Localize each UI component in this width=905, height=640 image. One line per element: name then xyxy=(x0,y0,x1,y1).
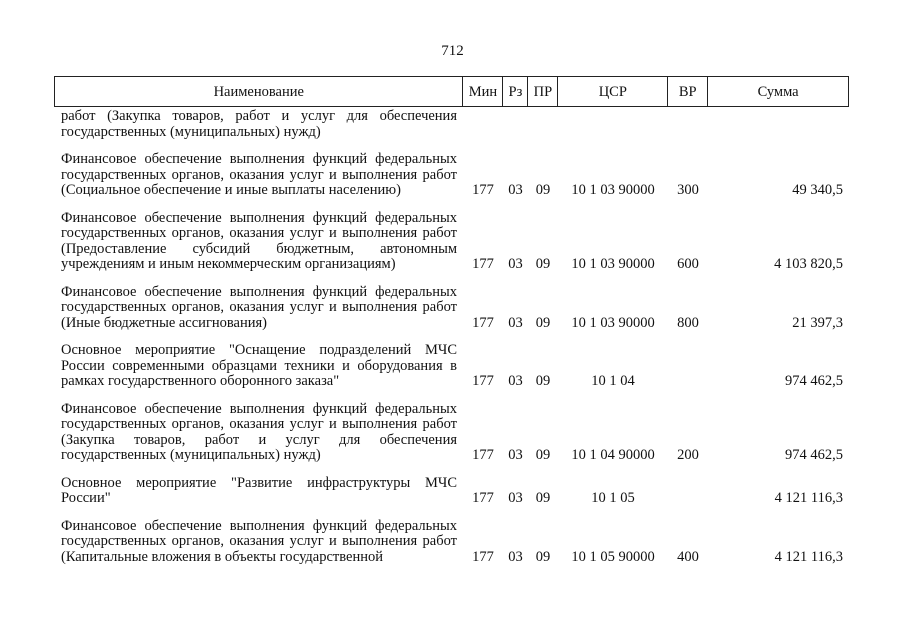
table-row xyxy=(54,109,849,140)
row-csr: 10 1 03 90000 xyxy=(571,256,655,272)
row-csr: 10 1 04 xyxy=(591,373,635,389)
row-name: Финансовое обеспечение выполнения функций федеральных государственных органов, оказания услуг и выполнения работ (Капитальные вложения в объекты государственной xyxy=(61,517,457,565)
table-row xyxy=(54,476,849,507)
row-vr: 200 xyxy=(677,447,699,463)
header-csr: ЦСР xyxy=(558,77,668,106)
row-sum: 4 121 116,3 xyxy=(774,548,843,565)
header-rz: Рз xyxy=(503,77,528,106)
row-rz: 03 xyxy=(508,373,523,389)
header-pr: ПР xyxy=(528,77,558,106)
page-number: 712 xyxy=(441,43,464,59)
row-min: 177 xyxy=(472,314,494,331)
row-name: Финансовое обеспечение выполнения функций федеральных государственных органов, оказания услуг и выполнения работ (Закупка товаров, работ и услуг для обеспечения государственных (муниципальных) нужд) xyxy=(61,400,457,463)
row-pr: 09 xyxy=(535,447,551,463)
row-min: 177 xyxy=(472,447,494,463)
row-rz: 03 xyxy=(508,548,523,565)
row-rz: 03 xyxy=(508,447,523,463)
table-row xyxy=(54,402,849,464)
row-csr: 10 1 04 90000 xyxy=(571,447,655,463)
row-sum: 4 103 820,5 xyxy=(774,256,843,272)
row-min: 177 xyxy=(472,182,494,198)
row-min: 177 xyxy=(472,490,494,506)
budget-table xyxy=(54,76,849,565)
row-rz: 03 xyxy=(508,182,523,198)
row-min: 177 xyxy=(472,548,494,565)
row-vr: 300 xyxy=(677,182,699,198)
row-name: Основное мероприятие "Развитие инфраструктуры МЧС России" xyxy=(61,474,457,506)
row-vr: 600 xyxy=(677,256,699,272)
table-row xyxy=(54,285,849,332)
row-pr: 09 xyxy=(535,548,551,565)
row-sum: 49 340,5 xyxy=(792,182,843,198)
row-name: Финансовое обеспечение выполнения функций федеральных государственных органов, оказания услуг и выполнения работ (Социальное обеспечение и иные выплаты населению) xyxy=(61,151,457,198)
header-min: Мин xyxy=(463,77,503,106)
row-rz: 03 xyxy=(508,490,523,506)
row-csr: 10 1 03 90000 xyxy=(571,182,655,198)
row-rz: 03 xyxy=(508,314,523,331)
row-pr: 09 xyxy=(535,490,551,506)
table-row xyxy=(54,519,849,566)
table-header xyxy=(54,76,849,107)
header-sum: Сумма xyxy=(708,77,849,106)
row-min: 177 xyxy=(472,373,494,389)
row-sum: 21 397,3 xyxy=(792,314,843,331)
row-sum: 974 462,5 xyxy=(785,373,843,389)
row-pr: 09 xyxy=(535,256,551,272)
row-pr: 09 xyxy=(535,314,551,331)
row-pr: 09 xyxy=(535,182,551,198)
header-name: Наименование xyxy=(55,77,463,106)
row-csr: 10 1 05 xyxy=(591,490,635,506)
row-sum: 974 462,5 xyxy=(785,447,843,463)
row-pr: 09 xyxy=(535,373,551,389)
table-row xyxy=(54,152,849,199)
row-csr: 10 1 03 90000 xyxy=(571,314,655,331)
row-csr: 10 1 05 90000 xyxy=(571,548,655,565)
row-name: Финансовое обеспечение выполнения функций федеральных государственных органов, оказания услуг и выполнения работ (Иные бюджетные ассигнования) xyxy=(61,283,457,331)
table-row xyxy=(54,211,849,273)
row-sum: 4 121 116,3 xyxy=(774,490,843,506)
row-min: 177 xyxy=(472,256,494,272)
row-vr: 800 xyxy=(677,314,699,331)
row-name: Финансовое обеспечение выполнения функций федеральных государственных органов, оказания услуг и выполнения работ (Предоставление субсидий бюджетным, автономным учреждениям и иным некоммерческим организациям) xyxy=(61,209,457,272)
row-name: работ (Закупка товаров, работ и услуг для обеспечения государственных (муниципальных) нужд) xyxy=(61,108,457,140)
row-rz: 03 xyxy=(508,256,523,272)
header-vr: ВР xyxy=(668,77,708,106)
row-name: Основное мероприятие "Оснащение подразделений МЧС России современными образцами техники и оборудования в рамках государственного оборонного заказа" xyxy=(61,342,457,389)
row-vr: 400 xyxy=(677,548,699,565)
table-row xyxy=(54,343,849,390)
